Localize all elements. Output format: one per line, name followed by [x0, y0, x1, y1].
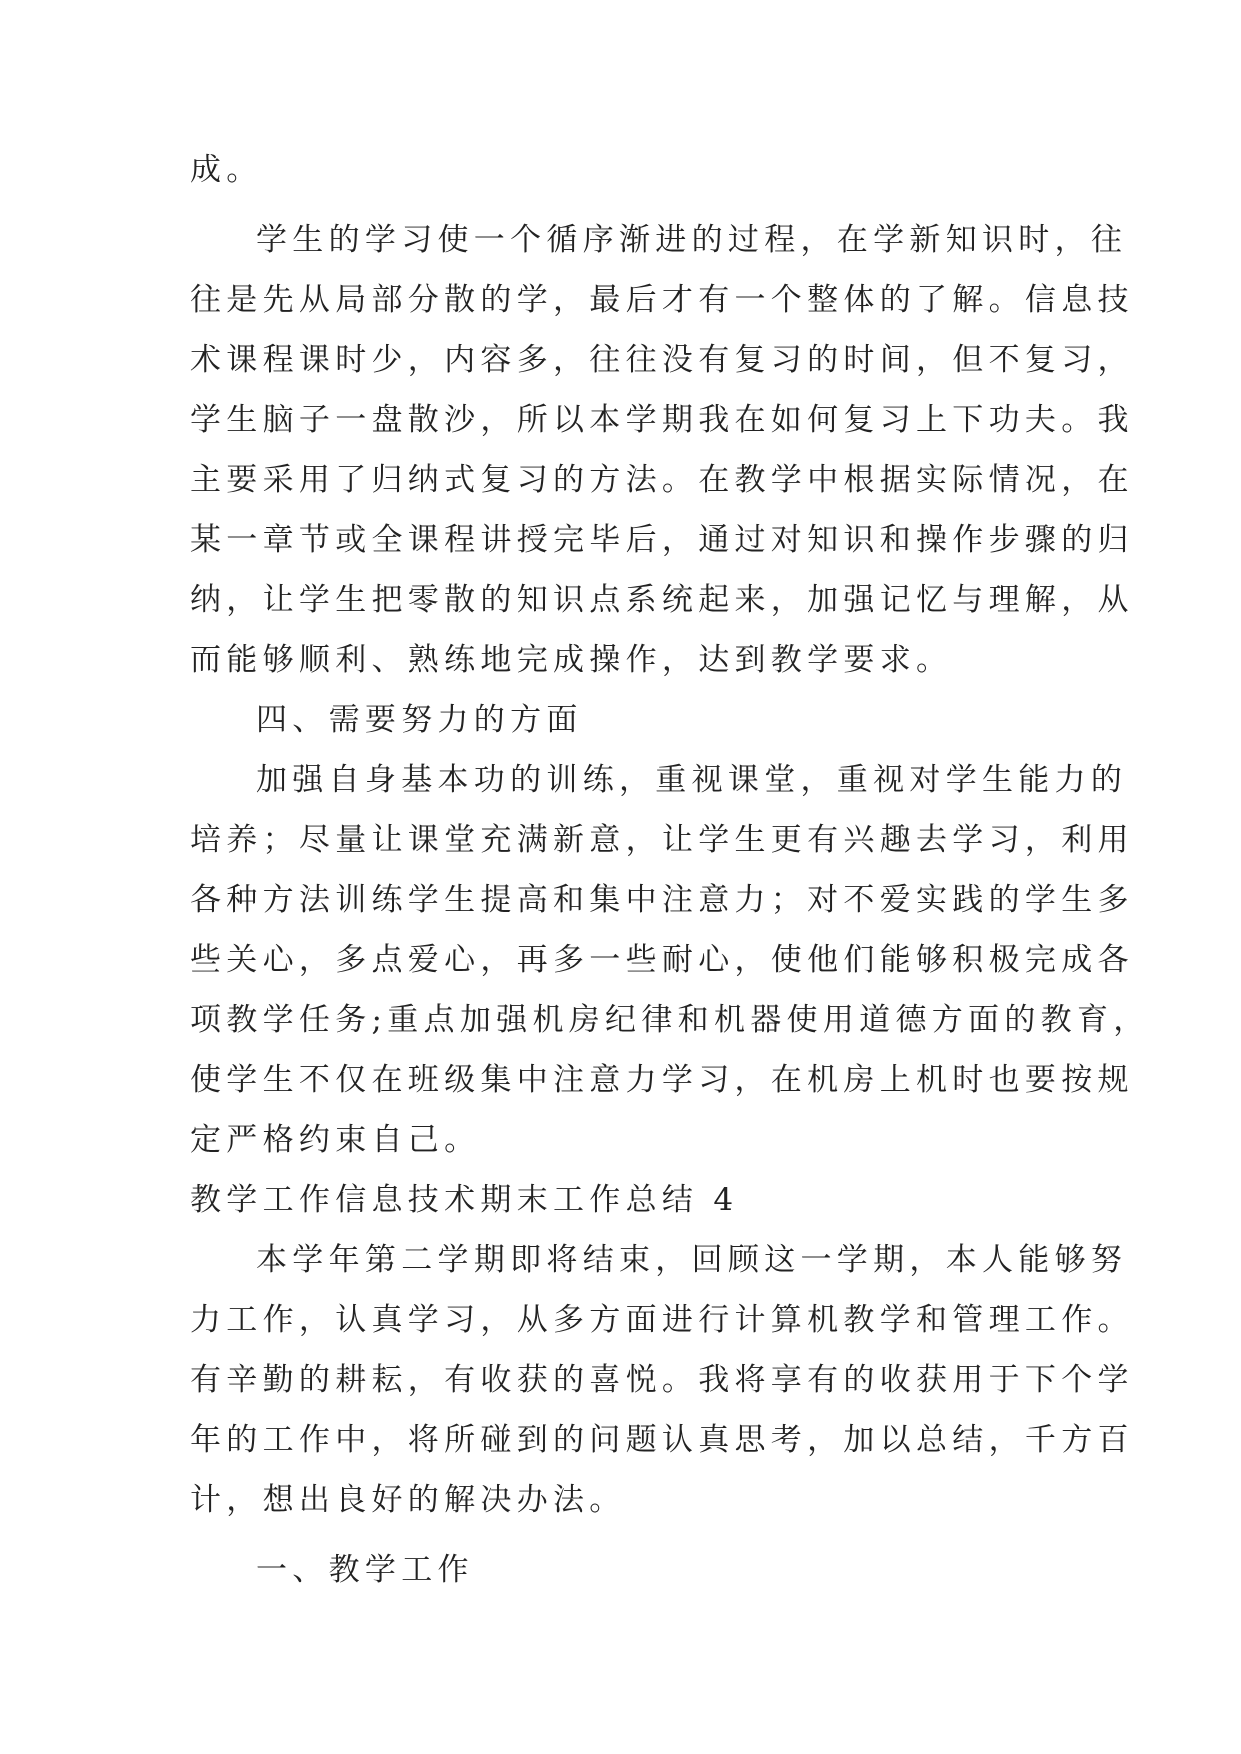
text-line: 使学生不仅在班级集中注意力学习，在机房上机时也要按规	[190, 1062, 1134, 1098]
paragraph-line: 本学年第二学期即将结束，回顾这一学期，本人能够努	[256, 1242, 1128, 1278]
text-line: 计，想出良好的解决办法。	[190, 1482, 626, 1518]
text-line: 培养；尽量让课堂充满新意，让学生更有兴趣去学习，利用	[190, 822, 1134, 858]
text-line: 年的工作中，将所碰到的问题认真思考，加以总结，千方百	[190, 1422, 1134, 1458]
text-line: 项教学任务;重点加强机房纪律和机器使用道德方面的教育，	[190, 1002, 1150, 1038]
text-line: 术课程课时少，内容多，往往没有复习的时间，但不复习，	[190, 342, 1134, 378]
section-heading: 一、教学工作	[256, 1552, 474, 1588]
paragraph-line: 加强自身基本功的训练，重视课堂，重视对学生能力的	[256, 762, 1128, 798]
text-line: 主要采用了归纳式复习的方法。在教学中根据实际情况，在	[190, 462, 1134, 498]
document-title: 教学工作信息技术期末工作总结 4	[190, 1182, 739, 1218]
section-heading: 四、需要努力的方面	[256, 702, 583, 738]
text-line: 力工作，认真学习，从多方面进行计算机教学和管理工作。	[190, 1302, 1134, 1338]
text-line: 纳，让学生把零散的知识点系统起来，加强记忆与理解，从	[190, 582, 1134, 618]
text-line: 往是先从局部分散的学，最后才有一个整体的了解。信息技	[190, 282, 1134, 318]
text-line: 某一章节或全课程讲授完毕后，通过对知识和操作步骤的归	[190, 522, 1134, 558]
text-line: 各种方法训练学生提高和集中注意力；对不爱实践的学生多	[190, 882, 1134, 918]
text-line: 成。	[190, 152, 263, 188]
paragraph-line: 学生的学习使一个循序渐进的过程，在学新知识时，往	[256, 222, 1128, 258]
text-line: 而能够顺利、熟练地完成操作，达到教学要求。	[190, 642, 953, 678]
text-line: 学生脑子一盘散沙，所以本学期我在如何复习上下功夫。我	[190, 402, 1134, 438]
text-line: 定严格约束自己。	[190, 1122, 481, 1158]
text-line: 些关心，多点爱心，再多一些耐心，使他们能够积极完成各	[190, 942, 1134, 978]
text-line: 有辛勤的耕耘，有收获的喜悦。我将享有的收获用于下个学	[190, 1362, 1134, 1398]
